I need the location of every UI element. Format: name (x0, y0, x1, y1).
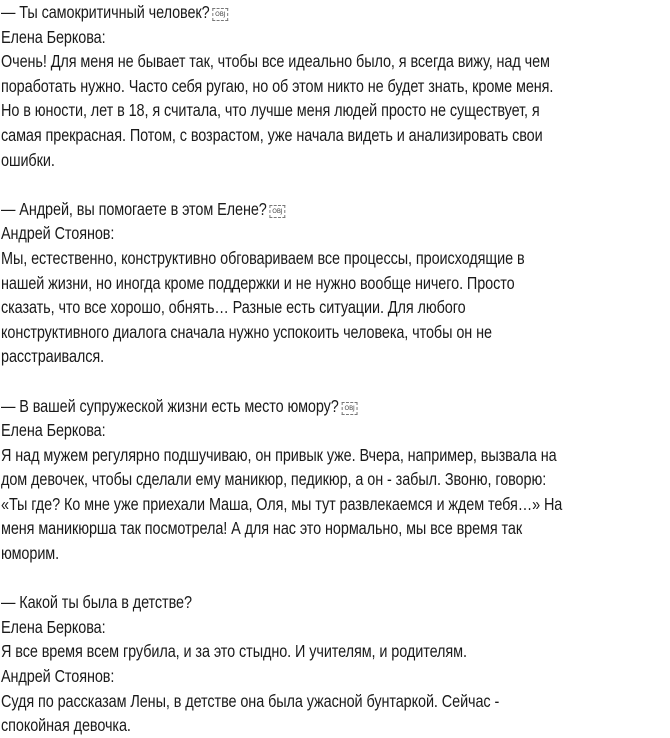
answer-line: ошибки. (1, 149, 55, 170)
answer-line: поработать нужно. Часто себя ругаю, но об этом никто не будет знать, кроме меня. (1, 75, 554, 96)
answer-line: нашей жизни, но иногда кроме поддержки и не нужно вообще ничего. Просто (1, 272, 515, 293)
paragraph-spacer (1, 172, 670, 197)
interview-block (1, 590, 670, 738)
speaker-name: Елена Беркова: (1, 616, 106, 637)
question (1, 590, 563, 615)
object-placeholder-icon: OBJ (342, 402, 358, 415)
object-placeholder-icon: OBJ (270, 205, 286, 218)
paragraph-spacer (1, 369, 670, 394)
answer-line: самая прекрасная. Потом, с возрастом, уже начала видеть и анализировать свои (1, 124, 543, 145)
interview-block (1, 197, 670, 369)
answer-line: юморим. (1, 543, 60, 564)
answer-line: спокойная девочка. (1, 715, 131, 736)
speaker-name: Елена Беркова: (1, 26, 106, 47)
paragraph-spacer (1, 566, 670, 591)
speaker-name: Елена Беркова: (1, 420, 106, 441)
answer-line: Я все время всем грубила, и за это стыдно. И учителям, и родителям. (1, 641, 467, 662)
question (1, 0, 563, 25)
answer-line: меня маникюрша так посмотрела! А для нас это нормально, мы все время так (1, 518, 523, 539)
object-placeholder-icon: OBJ (213, 8, 229, 21)
question-text: — Ты самокритичный человек? (1, 2, 210, 22)
answer-line: дом девочек, чтобы сделали ему маникюр, педикюр, а он - забыл. Звоню, говорю: (1, 469, 547, 490)
answer-line: сказать, что все хорошо, обнять… Разные есть ситуации. Для любого (1, 297, 466, 318)
question-text: — Андрей, вы помогаете в этом Елене? (1, 198, 267, 219)
answer-line: расстраивался. (1, 346, 105, 367)
answer-line: Я над мужем регулярно подшучиваю, он привык уже. Вчера, например, вызвала на (1, 444, 557, 465)
question-text: — Какой ты была в детстве? (1, 592, 192, 613)
answer-line: Но в юности, лет в 18, я считала, что лучше меня людей просто не существует, я (1, 100, 540, 121)
question (1, 394, 563, 419)
answer-line: Мы, естественно, конструктивно обговариваем все процессы, происходящие в (1, 247, 525, 268)
interview-block (1, 394, 670, 566)
answer-line: «Ты где? Ко мне уже приехали Маша, Оля, мы тут развлекаемся и ждем тебя…» На (1, 493, 563, 514)
question (1, 197, 563, 222)
answer-line: Судя по рассказам Лены, в детстве она была ужасной бунтаркой. Сейчас - (1, 690, 500, 711)
speaker-name: Андрей Стоянов: (1, 666, 115, 687)
answer-line: Очень! Для меня не бывает так, чтобы все идеально было, я всегда вижу, над чем (1, 51, 550, 72)
interview-block (1, 0, 670, 172)
question-text: — В вашей супружеской жизни есть место юмору? (1, 395, 339, 416)
speaker-name: Андрей Стоянов: (1, 223, 115, 244)
answer-line: конструктивного диалога сначала нужно успокоить человека, чтобы он не (1, 321, 492, 342)
